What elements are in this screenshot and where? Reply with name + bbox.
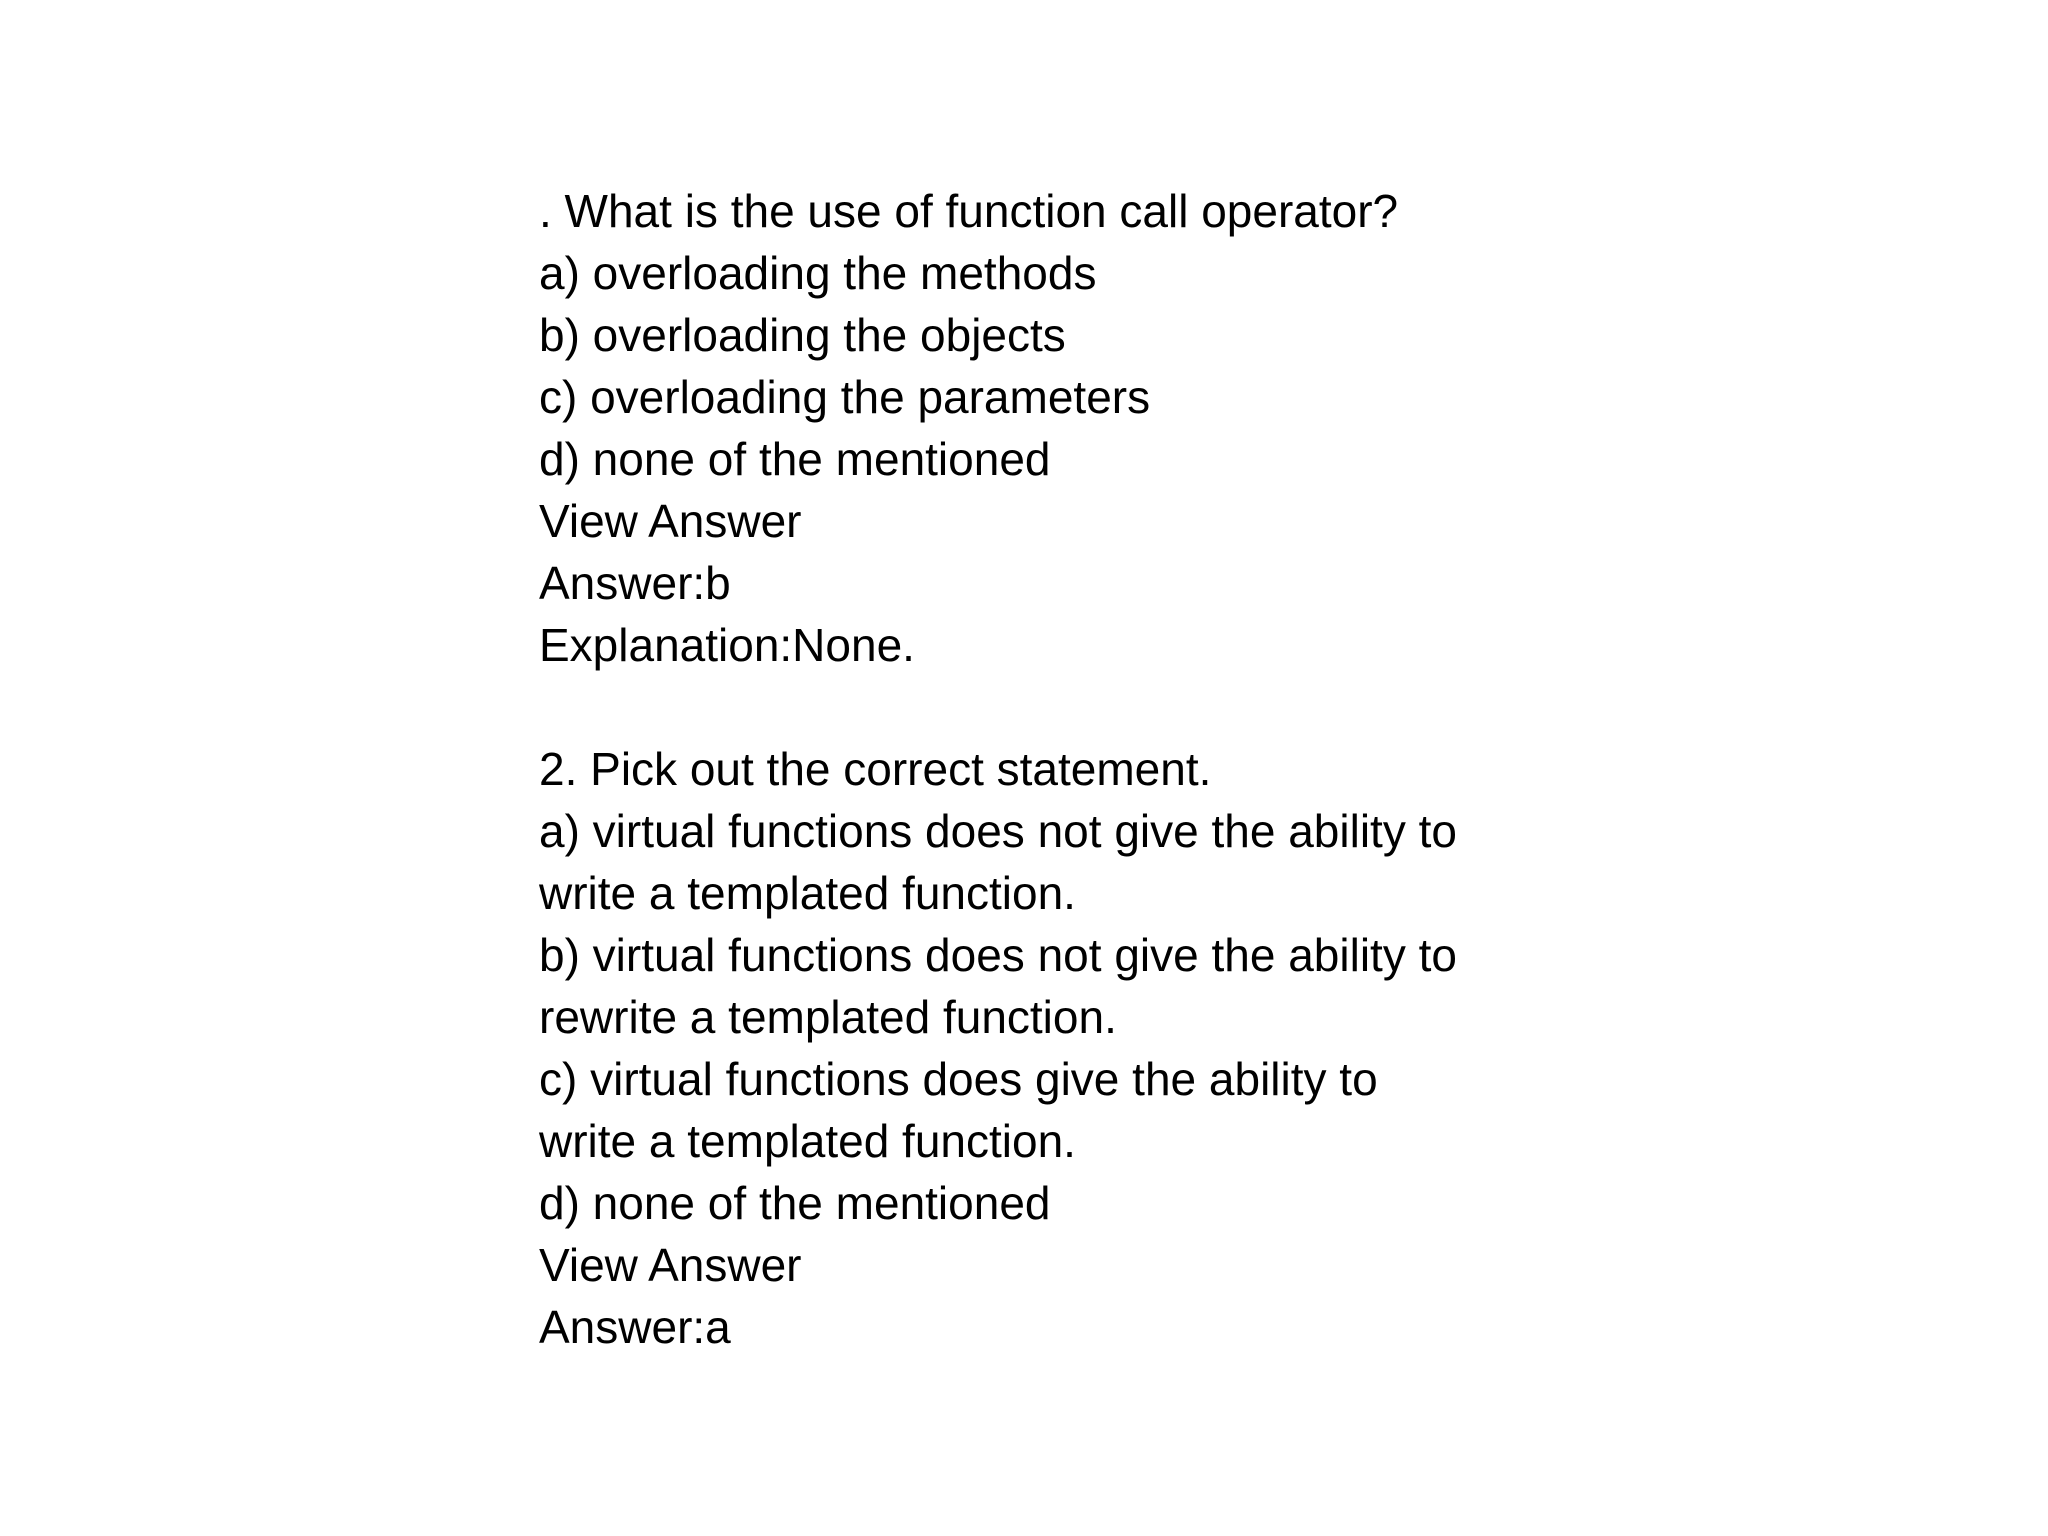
explanation-text: Explanation:None. (539, 619, 915, 671)
option-b-line-1: b) virtual functions does not give the ability to (539, 929, 1457, 981)
option-d: d) none of the mentioned (539, 433, 1051, 485)
option-c-line-2: write a templated function. (539, 1115, 1076, 1167)
option-a-line-2: write a templated function. (539, 867, 1076, 919)
quiz-text-body (539, 180, 1579, 1358)
answer-text: Answer:a (539, 1301, 731, 1353)
question-block-1 (539, 180, 1579, 676)
view-answer-link[interactable]: View Answer (539, 1239, 802, 1291)
option-c: c) overloading the parameters (539, 371, 1151, 423)
option-d: d) none of the mentioned (539, 1177, 1051, 1229)
question-text: . What is the use of function call operator? (539, 185, 1399, 237)
answer-text: Answer:b (539, 557, 731, 609)
option-b-line-2: rewrite a templated function. (539, 991, 1117, 1043)
blank-line (539, 676, 1579, 738)
option-b: b) overloading the objects (539, 309, 1066, 361)
option-c-line-1: c) virtual functions does give the ability to (539, 1053, 1378, 1105)
question-text: 2. Pick out the correct statement. (539, 743, 1212, 795)
view-answer-link[interactable]: View Answer (539, 495, 802, 547)
option-a-line-1: a) virtual functions does not give the ability to (539, 805, 1457, 857)
option-a: a) overloading the methods (539, 247, 1097, 299)
question-block-2 (539, 738, 1579, 1358)
